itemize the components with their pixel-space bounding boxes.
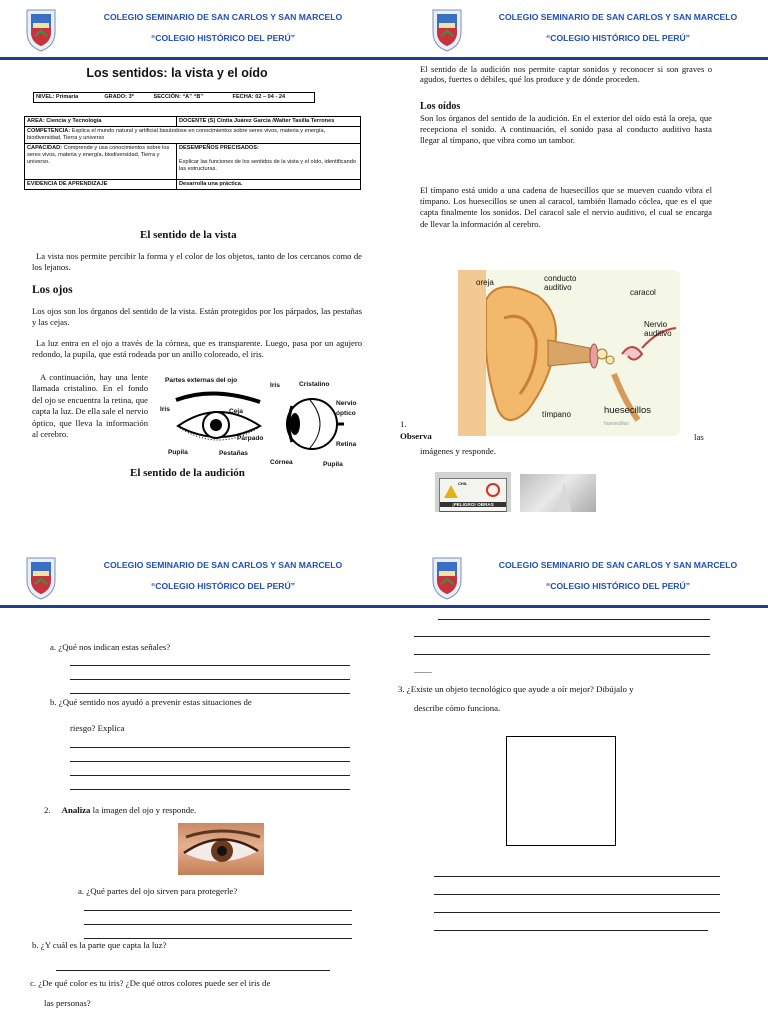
audicion-paragraph: El sentido de la audición nos permite captar sonidos y reconocer si son graves o agudos, fuertes o débiles, qué los produce y de dónde proceden. xyxy=(420,64,712,85)
answer-line xyxy=(70,665,350,666)
answer-line xyxy=(414,636,710,637)
nivel-cell: NIVEL: Primaria xyxy=(34,93,103,103)
ear-huesecillos-label: huesecillos xyxy=(604,405,651,416)
page-header xyxy=(0,548,384,606)
question-b-line1: b. ¿Qué sentido nos ayudó a prevenir estas situaciones de xyxy=(50,697,252,707)
worksheet-page-3 xyxy=(0,512,384,1024)
answer-line xyxy=(434,894,720,895)
header-divider xyxy=(0,57,384,60)
question-2 xyxy=(44,805,196,816)
question-3-line1: 3. ¿Existe un objeto tecnológico que ayude a oír mejor? Dibújalo y xyxy=(398,684,634,694)
answer-line xyxy=(70,747,350,748)
page-header xyxy=(384,548,768,606)
desempenos-cell xyxy=(177,143,361,179)
oidos-heading: Los oídos xyxy=(420,101,461,112)
q1-number: 1. xyxy=(400,419,407,429)
grado-cell: GRADO: 3º xyxy=(102,93,151,103)
eye-pupila-label: Pupila xyxy=(168,449,188,456)
competencia-text: Explica el mundo natural y artificial basándose en conocimientos sobre seres vivos, materia y energía, biodiversidad, Tierra y universo xyxy=(27,127,326,141)
eye-pestanas-label: Pestañas xyxy=(219,450,248,457)
ear-small-label: huesecillos xyxy=(604,421,629,427)
eye-closeup-icon xyxy=(178,823,264,875)
audicion-heading: El sentido de la audición xyxy=(130,467,245,479)
desempenos-label: DESEMPEÑOS PRECISADOS: xyxy=(179,144,259,151)
school-crest-icon xyxy=(24,6,58,52)
question-2a: a. ¿Qué partes del ojo sirven para protegerle? xyxy=(78,886,238,896)
eye-ceja-label: Ceja xyxy=(229,408,243,415)
seccion-cell: SECCIÓN: “A” “B” xyxy=(151,93,230,103)
eye-closeup-photo xyxy=(178,823,264,875)
question-3-line2: describe cómo funciona. xyxy=(414,703,501,713)
ojos-paragraph-3: A continuación, hay una lente llamada cristalino. En el fondo del ojo se encuentra la retina, que capta la luz. De ella sale el nervio óptico, que lleva la información al cerebro. xyxy=(32,372,148,440)
ojos-paragraph-1: Los ojos son los órganos del sentido de la vista. Están protegidos por los párpados, las pestañas y las cejas. xyxy=(32,306,362,328)
answer-line xyxy=(70,679,350,680)
eye-partes-label: Partes externas del ojo xyxy=(165,377,238,384)
header-divider xyxy=(384,605,768,608)
eye-iris2-label: Iris xyxy=(270,382,280,389)
competencia-cell xyxy=(25,126,361,143)
oidos-paragraph-2: El tímpano está unido a una cadena de huesecillos que se mueven cuando vibra el tímpano. Los huesecillos se unen al caracol, también llamado cóclea, que es el que capta finalmente los sonidos. Del caracol sale el nervio auditivo, el cual se encarga de llevar la información al cerebro. xyxy=(420,185,712,229)
q1-observa: Observa xyxy=(400,431,432,441)
q2-number: 2. xyxy=(44,805,51,815)
school-crest-icon xyxy=(24,554,58,600)
sign-top: CHIL xyxy=(458,481,468,486)
area-cell: AREA: Ciencia y Tecnología xyxy=(25,117,177,127)
q2-rest: la imagen del ojo y responde. xyxy=(92,805,197,815)
sign-text-1: ¡PELIGRO! OBRAS xyxy=(440,502,506,507)
internal-eye-icon xyxy=(280,394,340,454)
answer-line xyxy=(84,938,352,939)
answer-line xyxy=(438,619,710,620)
warning-triangle-icon xyxy=(444,485,458,498)
school-crest-icon xyxy=(430,6,464,52)
worksheet-page-2 xyxy=(384,0,768,512)
answer-line xyxy=(84,924,352,925)
school-name: COLEGIO SEMINARIO DE SAN CARLOS Y SAN MARCELO xyxy=(498,12,738,22)
school-name: COLEGIO SEMINARIO DE SAN CARLOS Y SAN MARCELO xyxy=(103,560,343,570)
worksheet-page-1 xyxy=(0,0,384,512)
eye-pupila2-label: Pupila xyxy=(323,461,343,468)
ojos-heading: Los ojos xyxy=(32,284,73,296)
question-2c-line1: c. ¿De qué color es tu iris? ¿De qué otros colores puede ser el iris de xyxy=(30,978,271,988)
school-motto: “COLEGIO HISTÓRICO DEL PERÚ” xyxy=(545,581,691,591)
answer-line xyxy=(434,912,720,913)
question-2c-line2: las personas? xyxy=(44,998,91,1008)
ear-diagram xyxy=(458,270,680,436)
eye-cristalino-label: Cristalino xyxy=(299,381,330,388)
worksheet-page-4 xyxy=(384,512,768,1024)
fecha-cell: FECHA: 02 – 04 - 24 xyxy=(231,93,315,103)
question-2b: b. ¿Y cuál es la parte que capta la luz? xyxy=(32,940,167,950)
vista-heading: El sentido de la vista xyxy=(140,229,237,241)
page-header xyxy=(384,0,768,58)
eye-retina-label: Retina xyxy=(336,441,357,448)
eye-cornea-label: Córnea xyxy=(270,459,293,466)
q1-tail: las xyxy=(694,432,704,442)
eye-nervio-label: Nervio óptico xyxy=(336,400,357,417)
school-crest-icon xyxy=(430,554,464,600)
docente-cell: DOCENTE (S) Cintia Juárez García /Walter Tasilla Terrones xyxy=(177,117,361,127)
header-divider xyxy=(384,57,768,60)
no-entry-icon xyxy=(486,483,500,497)
ojos-paragraph-2: La luz entra en el ojo a través de la córnea, que es transparente. Luego, pasa por un agujero redondo, la pupila, que está rodeada por un anillo coloreado, el iris. xyxy=(32,338,362,360)
worksheet-title: Los sentidos: la vista y el oído xyxy=(86,66,268,80)
q1-rest: imágenes y responde. xyxy=(420,446,496,456)
eye-iris-label: Iris xyxy=(160,406,170,413)
capacidad-text: Comprende y usa conocimientos sobre los seres vivos, materia y energía, biodiversidad, Tierra y universo. xyxy=(27,144,170,165)
capacidad-label: CAPACIDAD: xyxy=(27,144,63,151)
q2-analiza: Analiza xyxy=(61,805,91,815)
answer-line xyxy=(70,789,350,790)
evidencia-value-cell: Desarrolla una práctica. xyxy=(177,179,361,189)
school-motto: “COLEGIO HISTÓRICO DEL PERÚ” xyxy=(545,33,691,43)
school-motto: “COLEGIO HISTÓRICO DEL PERÚ” xyxy=(150,581,296,591)
ear-timpano-label: tímpano xyxy=(542,410,571,419)
drawing-box[interactable] xyxy=(506,736,616,846)
competencia-label: COMPETENCIA: xyxy=(27,127,71,134)
answer-line xyxy=(70,775,350,776)
ear-nervio-label: Nervio auditivo xyxy=(644,320,672,339)
school-motto: “COLEGIO HISTÓRICO DEL PERÚ” xyxy=(150,33,296,43)
question-a: a. ¿Qué nos indican estas señales? xyxy=(50,642,171,652)
page-header xyxy=(0,0,384,58)
answer-line xyxy=(70,761,350,762)
stray-underscore: ____ xyxy=(414,664,432,674)
school-name: COLEGIO SEMINARIO DE SAN CARLOS Y SAN MARCELO xyxy=(103,12,343,22)
capacidad-cell xyxy=(25,143,177,179)
ear-oreja-label: oreja xyxy=(476,278,494,287)
answer-line xyxy=(70,693,350,694)
school-name: COLEGIO SEMINARIO DE SAN CARLOS Y SAN MARCELO xyxy=(498,560,738,570)
answer-line xyxy=(84,910,352,911)
info-row-table xyxy=(33,92,315,103)
answer-line xyxy=(56,970,330,971)
vista-paragraph: La vista nos permite percibir la forma y el color de los objetos, tanto de los cercanos como de los lejanos. xyxy=(32,251,362,273)
answer-line xyxy=(434,876,720,877)
eye-parpado-label: Párpado xyxy=(237,435,264,442)
header-divider xyxy=(0,605,384,608)
curriculum-table xyxy=(24,116,361,190)
evidencia-label-cell: EVIDENCIA DE APRENDIZAJE xyxy=(25,179,177,189)
question-b-line2: riesgo? Explica xyxy=(70,723,125,733)
oidos-paragraph-1: Son los órganos del sentido de la audición. En el exterior del oído está la oreja, que recepciona el sonido. A continuación, el sonido pasa al conducto auditivo hasta llegar al tímpano, que vibra como un tambor. xyxy=(420,113,712,146)
answer-line xyxy=(414,654,710,655)
ear-conducto-label: conducto auditivo xyxy=(544,274,577,293)
answer-line xyxy=(434,930,708,931)
ear-caracol-label: caracol xyxy=(630,288,656,297)
desempenos-text: Explicar las funciones de los sentidos de la vista y el oído, identificando las estructuras. xyxy=(179,158,356,172)
